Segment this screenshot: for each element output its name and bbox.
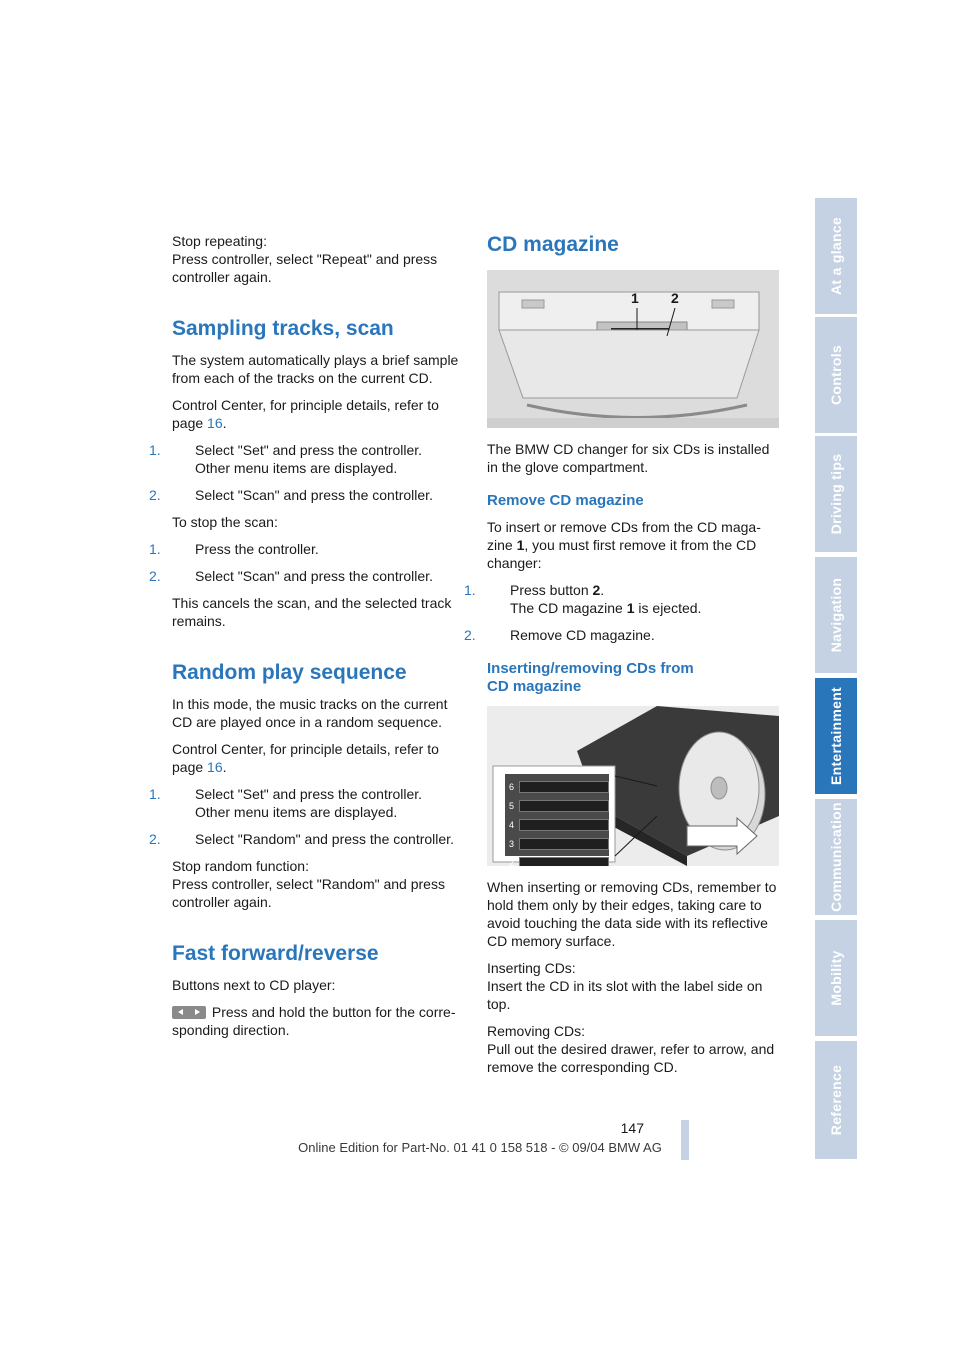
- random-step: 1. Select "Set" and press the controller. Other menu items are displayed.: [149, 786, 423, 820]
- tab-at-a-glance[interactable]: At a glance: [815, 198, 857, 314]
- stop-repeat-paragraph: Stop repeating: Press controller, select "Repeat" and press controller again.: [172, 233, 438, 285]
- right-column: [464, 232, 779, 1085]
- random-stop-paragraph: Stop random function: Press controller, select "Random" and press controller again.: [172, 858, 445, 910]
- scan-intro: The system automatically plays a brief sample from each of the tracks on the current CD.: [172, 352, 459, 386]
- random-heading: Random play sequence: [172, 661, 407, 684]
- tab-mobility[interactable]: Mobility: [815, 920, 857, 1036]
- remove-magazine-heading: Remove CD magazine: [487, 492, 644, 509]
- tab-communication[interactable]: Communication: [815, 799, 857, 915]
- fast-forward-heading: Fast forward/reverse: [172, 942, 379, 965]
- slot-row: 2: [509, 854, 609, 866]
- scan-stop-step: 1. Press the controller.: [149, 541, 319, 557]
- remove-step: 1. Press button 2. The CD magazine 1 is ejected.: [464, 582, 702, 616]
- random-intro: In this mode, the music tracks on the current CD are played once in a random sequence.: [172, 696, 448, 730]
- ff-hold-text: Press and hold the button for the corre-sponding direction.: [172, 1004, 456, 1038]
- cd-magazine-heading: CD magazine: [487, 233, 619, 256]
- slot-row: 4: [509, 816, 609, 834]
- tab-controls[interactable]: Controls: [815, 317, 857, 433]
- tab-driving-tips[interactable]: Driving tips: [815, 436, 857, 552]
- slot-row: 6: [509, 778, 609, 796]
- tab-reference[interactable]: Reference: [815, 1041, 857, 1159]
- handling-note: When inserting or removing CDs, remember to hold them only by their edges, taking care to avoid touching the data side with its reflective CD memory surface.: [487, 879, 777, 949]
- seek-buttons-icon: [172, 1006, 206, 1019]
- scan-control-center-ref: Control Center, for principle details, refer to page 16.: [172, 397, 439, 431]
- scan-cancel-text: This cancels the scan, and the selected track remains.: [172, 595, 452, 629]
- page-link[interactable]: 16: [207, 415, 223, 431]
- tab-entertainment[interactable]: Entertainment: [815, 678, 857, 794]
- scan-step: 1. Select "Set" and press the controller. Other menu items are displayed.: [149, 442, 423, 476]
- left-column: [149, 232, 464, 1048]
- cd-magazine-illustration: [487, 706, 779, 866]
- page-link[interactable]: 16: [207, 759, 223, 775]
- cd-magazine-intro: The BMW CD changer for six CDs is installed in the glove compartment.: [487, 441, 770, 475]
- callout-1: 1: [631, 290, 639, 306]
- removing-cds-paragraph: Removing CDs: Pull out the desired drawer, refer to arrow, and remove the corresponding CD.: [487, 1023, 775, 1075]
- footer-edition-text: Online Edition for Part-No. 01 41 0 158 518 - © 09/04 BMW AG: [298, 1140, 662, 1155]
- inserting-cds-paragraph: Inserting CDs: Insert the CD in its slot with the label side on top.: [487, 960, 763, 1012]
- inserting-removing-heading: Inserting/removing CDs from CD magazine: [487, 660, 694, 695]
- scan-step: 2. Select "Scan" and press the controller.: [149, 487, 433, 503]
- random-control-center-ref: Control Center, for principle details, refer to page 16.: [172, 741, 439, 775]
- ff-buttons-text: Buttons next to CD player:: [172, 977, 336, 993]
- callout-2: 2: [671, 290, 679, 306]
- remove-step: 2. Remove CD magazine.: [464, 627, 655, 643]
- tab-navigation[interactable]: Navigation: [815, 557, 857, 673]
- slot-row: 3: [509, 835, 609, 853]
- random-step: 2. Select "Random" and press the controller.: [149, 831, 454, 847]
- glove-compartment-illustration: [487, 270, 779, 428]
- slot-row: 5: [509, 797, 609, 815]
- remove-intro: To insert or remove CDs from the CD maga-zine 1, you must first remove it from the CD changer:: [487, 519, 761, 571]
- scan-stop-title: To stop the scan:: [172, 514, 278, 530]
- slot-list: [509, 778, 609, 866]
- scan-heading: Sampling tracks, scan: [172, 317, 394, 340]
- scan-stop-step: 2. Select "Scan" and press the controller.: [149, 568, 433, 584]
- page-number: 147: [620, 1120, 644, 1136]
